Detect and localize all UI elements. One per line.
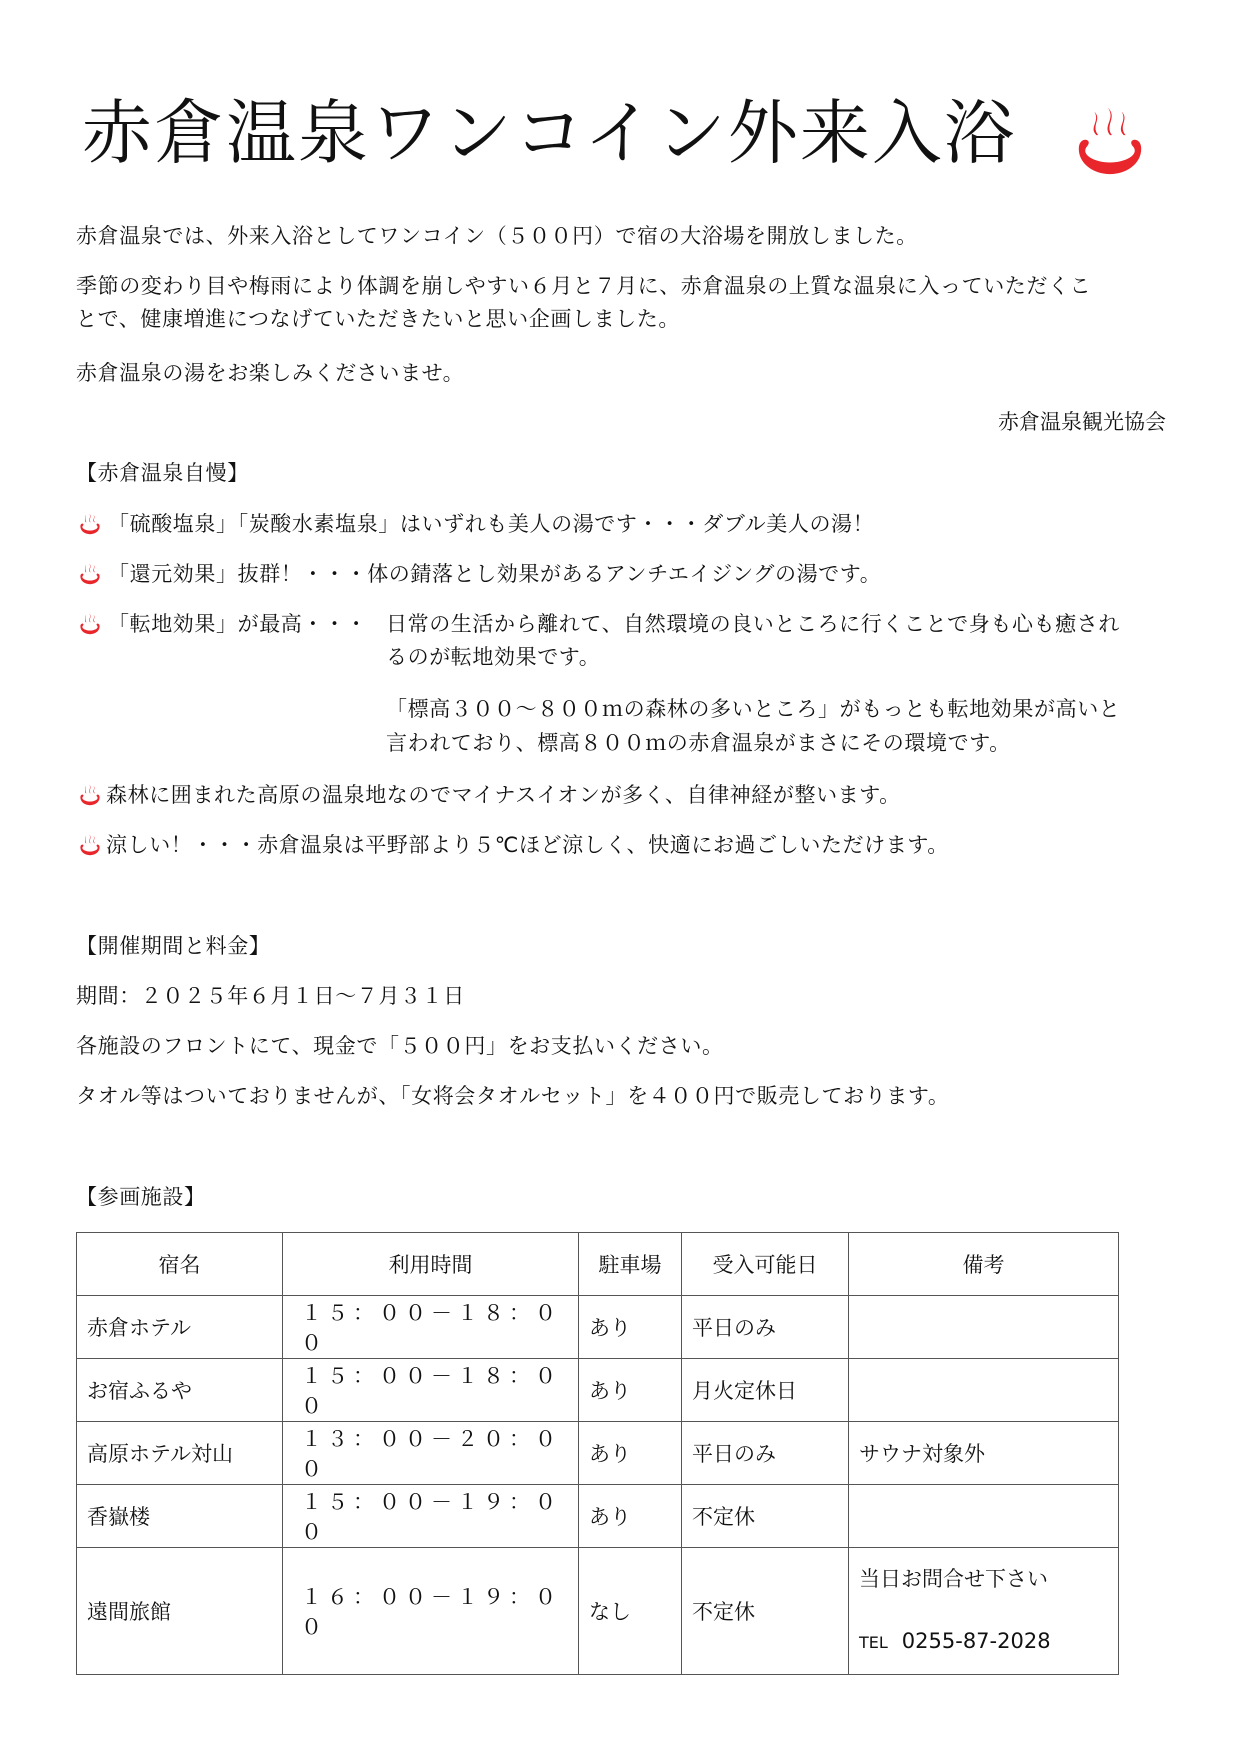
- cell-time: １３：００－２０：００: [283, 1422, 579, 1485]
- hot-spring-icon: [78, 783, 102, 807]
- period-payment: 各施設のフロントにて、現金で「５００円」をお支払いください。: [76, 1034, 724, 1058]
- table-header-row: [77, 1233, 1119, 1296]
- period-dates: 期間：２０２５年６月１日～７月３１日: [76, 984, 465, 1008]
- note-text: 当日お問合せ下さい: [859, 1567, 1048, 1591]
- cell-parking: あり: [579, 1422, 682, 1485]
- period-heading: 【開催期間と料金】: [76, 934, 271, 958]
- column-header-days: 受入可能日: [682, 1233, 849, 1296]
- column-header-name: 宿名: [77, 1233, 283, 1296]
- tel-label: TEL: [859, 1633, 888, 1652]
- hot-spring-icon: [78, 833, 102, 857]
- cell-time: １５：００－１８：００: [283, 1296, 579, 1359]
- pride-bullet-2: 「還元効果」抜群！・・・体の錆落とし効果があるアンチエイジングの湯です。: [108, 562, 882, 586]
- pride-bullet-3-line-4: 言われており、標高８００ｍの赤倉温泉がまさにその環境です。: [386, 731, 1011, 755]
- cell-days: 平日のみ: [682, 1296, 849, 1359]
- column-header-time: 利用時間: [283, 1233, 579, 1296]
- period-towel: タオル等はついておりませんが、「女将会タオルセット」を４００円で販売しております。: [76, 1084, 950, 1108]
- table-row: [77, 1548, 1119, 1675]
- hot-spring-icon: [1071, 102, 1149, 180]
- column-header-parking: 駐車場: [579, 1233, 682, 1296]
- pride-bullet-1: 「硫酸塩泉」「炭酸水素塩泉」はいずれも美人の湯です・・・ダブル美人の湯！: [108, 512, 875, 536]
- cell-days: 不定休: [682, 1485, 849, 1548]
- cell-note: [849, 1485, 1119, 1548]
- cell-name: 遠間旅館: [77, 1548, 283, 1675]
- cell-name: お宿ふるや: [77, 1359, 283, 1422]
- facilities-heading: 【参画施設】: [76, 1185, 206, 1209]
- phone-number: [859, 1610, 1108, 1674]
- cell-note: [849, 1359, 1119, 1422]
- table-row: [77, 1485, 1119, 1548]
- cell-days: 平日のみ: [682, 1422, 849, 1485]
- cell-parking: なし: [579, 1548, 682, 1675]
- cell-parking: あり: [579, 1359, 682, 1422]
- tel-number: 0255-87-2028: [901, 1629, 1051, 1653]
- intro-paragraph-1: 赤倉温泉では、外来入浴としてワンコイン（５００円）で宿の大浴場を開放しました。: [76, 224, 918, 248]
- intro-paragraph-2-line-1: 季節の変わり目や梅雨により体調を崩しやすい６月と７月に、赤倉温泉の上質な温泉に入っていただくこ: [76, 274, 1092, 298]
- intro-paragraph-3: 赤倉温泉の湯をお楽しみくださいませ。: [76, 361, 465, 385]
- table-row: [77, 1296, 1119, 1359]
- cell-time: １６：００－１９：００: [283, 1548, 579, 1675]
- signature: 赤倉温泉観光協会: [998, 410, 1166, 434]
- page-title: 赤倉温泉ワンコイン外来入浴: [82, 92, 1016, 174]
- cell-days: 不定休: [682, 1548, 849, 1675]
- table-row: [77, 1422, 1119, 1485]
- column-header-note: 備考: [849, 1233, 1119, 1296]
- pride-bullet-4: 森林に囲まれた高原の温泉地なのでマイナスイオンが多く、自律神経が整います。: [106, 783, 901, 807]
- hot-spring-icon: [78, 562, 102, 586]
- cell-name: 香嶽楼: [77, 1485, 283, 1548]
- cell-parking: あり: [579, 1485, 682, 1548]
- cell-note: サウナ対象外: [849, 1422, 1119, 1485]
- cell-days: 月火定休日: [682, 1359, 849, 1422]
- cell-name: 高原ホテル対山: [77, 1422, 283, 1485]
- pride-bullet-3-line-2: るのが転地効果です。: [386, 645, 601, 669]
- cell-name: 赤倉ホテル: [77, 1296, 283, 1359]
- pride-bullet-3-line-1: 日常の生活から離れて、自然環境の良いところに行くことで身も心も癒され: [386, 612, 1120, 636]
- intro-paragraph-2-line-2: とで、健康増進につなげていただきたいと思い企画しました。: [76, 307, 680, 331]
- cell-note: [849, 1296, 1119, 1359]
- cell-time: １５：００－１９：００: [283, 1485, 579, 1548]
- pride-bullet-3-line-3: 「標高３００～８００ｍの森林の多いところ」がもっとも転地効果が高いと: [386, 697, 1121, 721]
- facilities-table: [76, 1232, 1119, 1675]
- cell-time: １５：００－１８：００: [283, 1359, 579, 1422]
- hot-spring-icon: [78, 512, 102, 536]
- table-row: [77, 1359, 1119, 1422]
- cell-parking: あり: [579, 1296, 682, 1359]
- pride-bullet-3-head: 「転地効果」が最高・・・: [108, 612, 368, 636]
- cell-note: [849, 1548, 1119, 1675]
- pride-heading: 【赤倉温泉自慢】: [76, 461, 249, 485]
- hot-spring-icon: [78, 612, 102, 636]
- pride-bullet-5: 涼しい！・・・赤倉温泉は平野部より５℃ほど涼しく、快適にお過ごしいただけます。: [106, 833, 949, 857]
